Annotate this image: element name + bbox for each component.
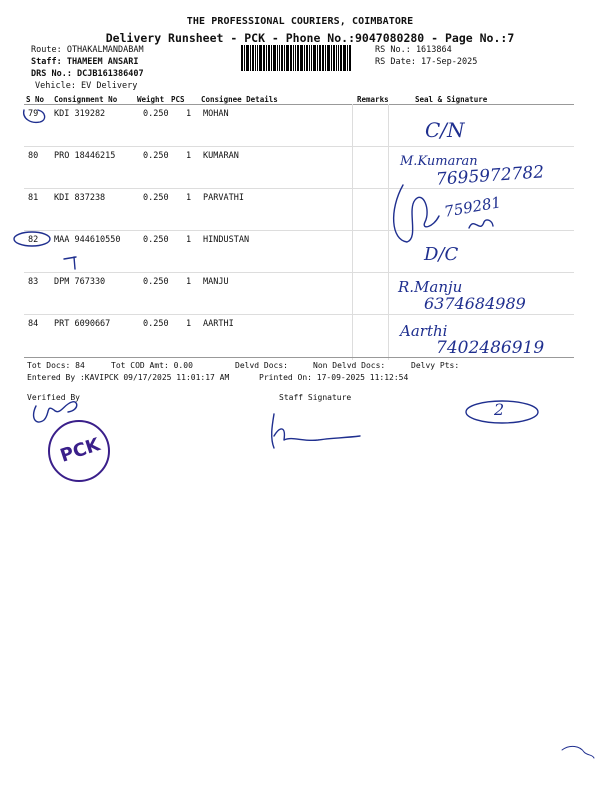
row-consignment: KDI 837238 <box>54 193 106 203</box>
row-sno: 81 <box>28 193 39 203</box>
row-consignment: PRO 18446215 <box>54 151 116 161</box>
row-pcs: 1 <box>186 151 192 161</box>
row-sno: 82 <box>28 235 39 245</box>
row-divider <box>24 272 574 273</box>
row-sno: 84 <box>28 319 39 329</box>
sno-circle-mark <box>12 229 52 249</box>
rs-date: RS Date: 17-Sep-2025 <box>375 57 478 67</box>
row-sno: 83 <box>28 277 39 287</box>
row-consignee: PARVATHI <box>203 193 244 203</box>
barcode <box>241 45 371 71</box>
row-consignee: KUMARAN <box>203 151 239 161</box>
row-pcs: 1 <box>186 109 192 119</box>
printed-on: Printed On: 17-09-2025 11:12:54 <box>259 373 409 382</box>
handwritten-name: M.Kumaran <box>400 154 478 169</box>
corner-scribble <box>560 742 596 764</box>
col-header-seal: Seal & Signature <box>415 95 488 104</box>
staff-signature-label: Staff Signature <box>279 393 352 402</box>
entered-by: Entered By :KAVIPCK 09/17/2025 11:01:17 AM <box>27 373 230 382</box>
row-pcs: 1 <box>186 319 192 329</box>
row-weight: 0.250 <box>143 151 169 161</box>
row-weight: 0.250 <box>143 193 169 203</box>
col-header-weight: Weight <box>137 95 165 104</box>
row-sno: 80 <box>28 151 39 161</box>
delivered-docs: Delvd Docs: <box>235 361 288 370</box>
staff-label: Staff: THAMEEM ANSARI <box>31 57 139 67</box>
row-weight: 0.250 <box>143 109 169 119</box>
staff-signature-scribble <box>264 412 364 452</box>
vehicle-label: Vehicle: EV Delivery <box>35 81 138 91</box>
row-consignee: HINDUSTAN <box>203 235 250 245</box>
col-header-consignment: Consignment No <box>54 95 118 104</box>
handwritten-remark: D/C <box>424 244 459 265</box>
row-consignee: MANJU <box>203 277 229 287</box>
verified-by-label: Verified By <box>27 393 80 402</box>
row-divider <box>24 146 574 147</box>
col-header-pcs: PCS <box>171 95 185 104</box>
handwritten-phone: 6374684989 <box>424 294 526 313</box>
handwritten-number: 759281 <box>442 193 503 221</box>
page-circle-number: 2 <box>494 400 505 419</box>
signature-scribble <box>385 180 445 250</box>
handwritten-name: R.Manju <box>398 278 463 296</box>
row-divider <box>24 314 574 315</box>
total-cod-amount: Tot COD Amt: 0.00 <box>111 361 193 370</box>
row-consignment: MAA 944610550 <box>54 235 121 245</box>
row-pcs: 1 <box>186 193 192 203</box>
signature-scribble <box>466 212 496 236</box>
col-header-sno: S No <box>26 95 45 104</box>
row-weight: 0.250 <box>143 319 169 329</box>
row-consignee: MOHAN <box>203 109 229 119</box>
sno-circle-mark <box>20 104 50 126</box>
handwritten-phone: 7402486919 <box>436 338 545 358</box>
handwritten-remark: C/N <box>425 118 465 142</box>
row-pcs: 1 <box>186 277 192 287</box>
header-divider <box>24 104 574 105</box>
row-consignment: DPM 767330 <box>54 277 106 287</box>
column-divider <box>352 104 353 360</box>
row-consignment: KDI 319282 <box>54 109 106 119</box>
row-weight: 0.250 <box>143 277 169 287</box>
row-pcs: 1 <box>186 235 192 245</box>
delivery-points: Delvy Pts: <box>411 361 460 370</box>
non-delivered-docs: Non Delvd Docs: <box>313 361 386 370</box>
rs-number: RS No.: 1613864 <box>375 45 452 55</box>
col-header-consignee: Consignee Details <box>201 95 278 104</box>
company-name: THE PROFESSIONAL COURIERS, COIMBATORE <box>186 16 414 27</box>
row-weight: 0.250 <box>143 235 169 245</box>
page-title: Delivery Runsheet - PCK - Phone No.:9047080280 - Page No.:7 <box>105 31 515 45</box>
row-divider <box>24 188 574 189</box>
row-consignee: AARTHI <box>203 319 234 329</box>
drs-number: DRS No.: DCJB161386407 <box>31 69 144 79</box>
handwritten-name: Aarthi <box>400 322 448 340</box>
total-docs: Tot Docs: 84 <box>27 361 85 370</box>
col-header-remarks: Remarks <box>357 95 389 104</box>
row-sno: 79 <box>28 109 39 119</box>
route-label: Route: OTHAKALMANDABAM <box>31 45 144 55</box>
tick-mark <box>62 255 82 271</box>
stamp-text: PCK <box>57 434 103 467</box>
row-consignment: PRT 6090667 <box>54 319 111 329</box>
handwritten-phone: 7695972782 <box>435 162 545 190</box>
